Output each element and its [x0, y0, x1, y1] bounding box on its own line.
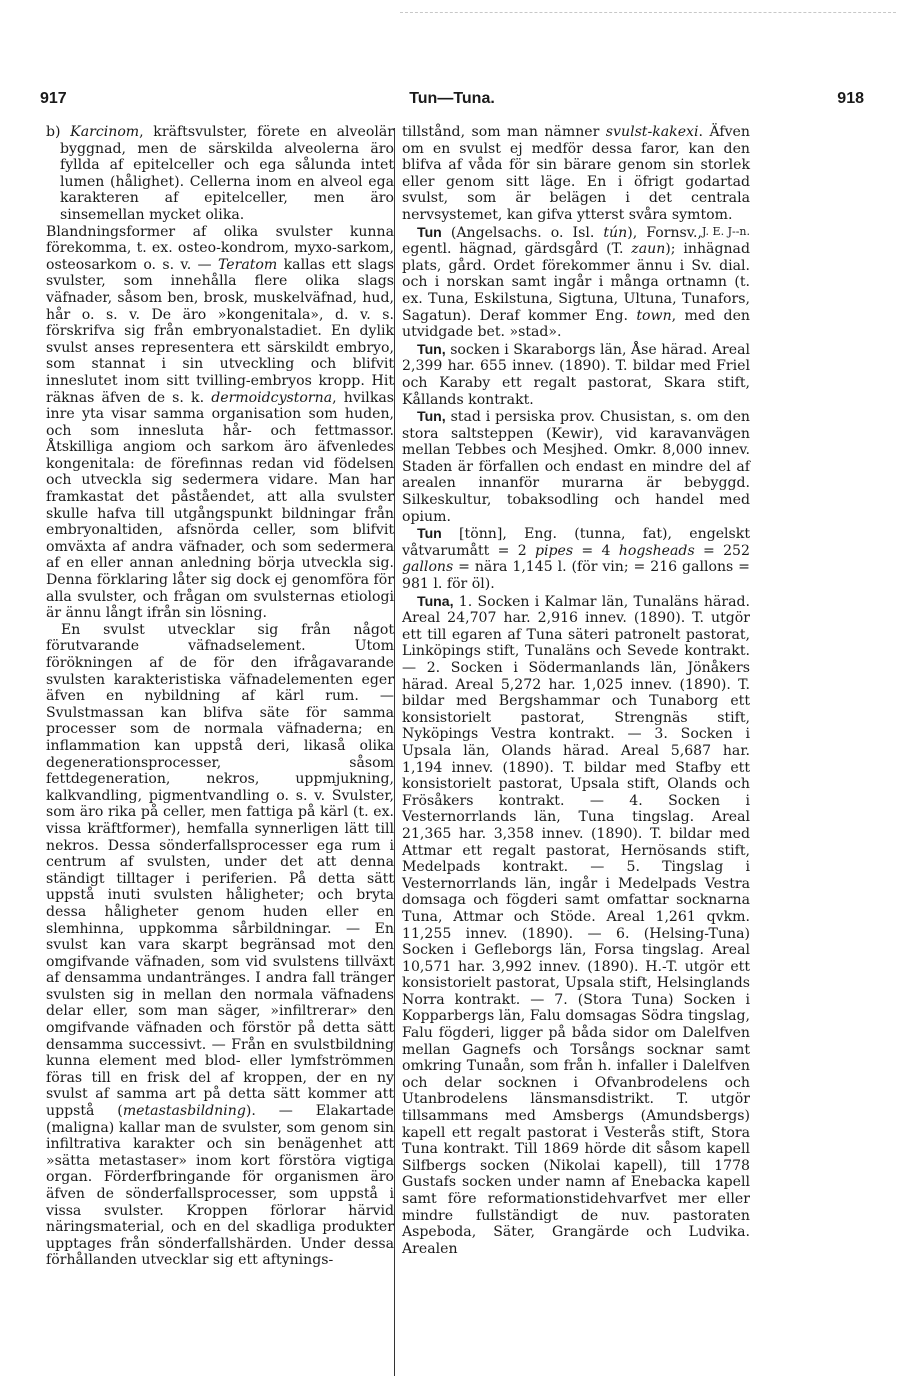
page-number-right: 918 — [837, 90, 864, 107]
right-column — [402, 124, 750, 1257]
entry-tun-stad: Tun, stad i persiska prov. Chusistan, s. om den stora saltsteppen (Kewir), vid karavanvägen mellan Tebbes och Mesjhed. Omkr. 8,000 innev. Staden är förfallen och endast en mindre del af arealen innanför murarna är bebyggd. Silkeskultur, tobaksodling och handel med opium. — [402, 408, 750, 525]
entry-tun-word: Tun (Angelsachs. o. Isl. tún), Fornsv., egentl. hägnad, gärdsgård (T. zaun); inhägnad plats, gård. Ordet förekommer ännu i Sv. dial. och i norskan samt ingår i många ortnamn (t. ex. Tuna, Eskilstuna, Sigtuna, Ultuna, Tunafors, Sagatun). Deraf kommer Eng. town, med den utvidgade bet. »stad». — [402, 223, 750, 341]
paragraph-karcinom: b) Karcinom, kräftsvulster, förete en alveolär byggnad, men de särskilda alveolerna äro fyllda af epitelceller och ega sålunda intet lumen (hålighet). Cellerna inom en alveol ega karakteren af epitelceller, men äro sinsemellan mycket olika. — [46, 124, 394, 223]
headword: Tun — [417, 525, 442, 542]
top-scan-rule — [400, 12, 896, 13]
column-divider — [394, 128, 395, 1376]
headword: Tun, — [417, 408, 446, 425]
headword: Tun — [417, 223, 442, 240]
paragraph-svulst-utveckling: En svulst utvecklar sig från något förutvarande väfnadselement. Utom förökningen af de för den ifrågavarande svulsten karakteristiska väfnadelementen eger äfven en nybildning af kärl rum. — Svulstmassan kan blifva säte för samma processer som de normala väfnaderna; en inflammation kan uppstå deri, likaså olika degenerationsprocesser, såsom fettdegeneration, nekros, uppmjukning, kalkvandling, pigmentvandling o. s. v. Svulster, som äro rika på celler, men fattiga på kärl (t. ex. vissa kräftformer), hemfalla synnerligen lätt till nekros. Dessa sönderfallsprocesser ega rum i centrum af svulsten, under det att denna ständigt tilltager i periferien. På detta sätt uppstå inuti svulsten håligheter; och bryta dessa håligheter genom huden eller en slemhinna, uppkomma sårbildningar. — En svulst kan vara skarpt begränsad mot den omgifvande väfnaden, som vid svulstens tillväxt af densamma undantränges. I andra fall tränger svulsten sig in mellan den normala väfnadens delar eller, som man säger, »infiltrerar» den omgifvande väfnaden och förstör på detta sätt densamma successivt. — Från en svulstbildning kunna element med blod- eller lymfströmmen föras till en frisk del af kroppen, der en ny svulst af samma art på detta sätt kommer att uppstå (metastasbildning). — Elakartade (maligna) kallar man de svulster, som genom sin infiltrativa karakter och sin benägenhet att »sätta metastaser» inom kort förstöra vigtiga organ. Förderfbringande för organismen äro äfven de sönderfallsprocesser, som uppstå i vissa svulster. Kroppen förlorar härvid näringsmaterial, och en del skadliga produkter upptages från sönderfallshärden. Under dessa förhållanden utvecklar sig ett aftynings- — [46, 621, 395, 1269]
paragraph-blandningsformer: Blandningsformer af olika svulster kunna förekomma, t. ex. osteo-kondrom, myxo-sarkom, osteosarkom o. s. v. — Teratom kallas ett slags svulster, som innehålla flere olika slags väfnader, såsom ben, brosk, muskelväfnad, hud, hår o. s. v. De äro »kongenitala», d. v. s. förskrifva sig från embryonalstadiet. En dylik svulst anses representera ett särskildt embryo, som stannat i sin utveckling och blifvit inneslutet inom sitt tvilling-embryos kropp. Hit räknas äfven de s. k. dermoidcystorna, hvilkas inre yta visar samma organisation som huden, och som inneslutа hår- och fettmassor. Åtskilliga angiom och sarkom äro äfvenledes kongenitala: de förefinnas redan vid födelsen och utveckla sig sedermera vidare. Man har framkastat det påståendet, att alla svulster skulle hafva till utgångspunkt bildningar från embryonaltiden, afsnörda celler, som blifvit omväxta af andra väfnader, och som sedermera af en eller annan anledning börja utveckla sig. Denna förklaring låter sig dock ej genomföra för alla svulster, och frågan om svulsternas etiologi är ännu långt ifrån sin lösning. — [46, 223, 394, 622]
entry-tun-socken: Tun, socken i Skaraborgs län, Åse härad. Areal 2,399 har. 655 innev. (1890). T. bildar med Friel och Karaby ett regalt pastorat, Skara stift, Kållands kontrakt. — [402, 340, 750, 408]
author-signature: J. E. J--n. — [702, 224, 750, 238]
paragraph-continuation: tillstånd, som man nämner svulst-kakexi. Äfven om en svulst ej medför dessa faror, kan den blifva af våda för sin bärare genom sin storlek eller genom sitt läge. En i öfrigt godartad svulst, som är belägen i det centrala nervsystemet, kan gifva ytterst svåra symtom. J. E. J--n. — [402, 124, 750, 224]
left-column — [46, 124, 394, 1269]
page-number-left: 917 — [40, 90, 67, 107]
entry-tun-matt: Tun [tönn], Eng. (tunna, fat), engelskt våtvarumått = 2 pipes = 4 hogsheads = 252 gallons = nära 1,145 l. (för vin; = 216 gallons = 981 l. för öl). — [402, 525, 750, 593]
page-header — [40, 90, 864, 114]
running-title: Tun—Tuna. — [409, 90, 495, 107]
headword: Tuna, — [417, 592, 454, 609]
headword: Tun, — [417, 340, 446, 357]
entry-tuna: Tuna, 1. Socken i Kalmar län, Tunaläns härad. Areal 24,707 har. 2,916 innev. (1890). T. utgör ett till egaren af Tuna säteri patronelt pastorat, Linköpings stift, Tunaläns och Sevede kontrakt. — 2. Socken i Södermanlands län, Jönåkers härad. Areal 5,272 har. 1,025 innev. (1890). T. bildar med Bergshammar och Tunaborg ett konsistorielt pastorat, Strengnäs stift, Nyköpings Vestra kontrakt. — 3. Socken i Upsala län, Olands härad. Areal 5,687 har. 1,194 innev. (1890). T. bildar med Stafby ett konsistorielt pastorat, Upsala stift, Olands och Frösåkers kontrakt. — 4. Socken i Vesternorrlands län, Tuna tingslag. Areal 21,365 har. 3,358 innev. (1890). T. bildar med Attmar ett regalt pastorat, Hernösands stift, Medelpads kontrakt. — 5. Tingslag i Vesternorrlands län, ingår i Medelpads Vestra domsaga och fögderi samt omfattar socknarna Tuna, Attmar och Stöde. Areal 1,261 qvkm. 11,255 innev. (1890). — 6. (Helsing-Tuna) Socken i Gefleborgs län, Forsa tingslag. Areal 10,571 har. 3,992 innev. (1890). H.-T. utgör ett konsistorielt pastorat, Upsala stift, Helsinglands Norra kontrakt. — 7. (Stora Tuna) Socken i Kopparbergs län, Falu domsagas Södra tingslag, Falu fögderi, ligger på båda sidor om Dalelfven mellan Gagnefs och Torsångs socknar samt omkring Tunaån, som från h. infaller i Dalelfven och delar socknen i Ofvanbrodelens och Utanbrodelens länsmansdistrikt. T. utgör tillsammans med Amsbergs (Amundsbergs) kapell ett regalt pastorat i Vesterås stift, Stora Tuna kontrakt. Till 1869 hörde dit såsom kapell Silfbergs socken (Nikolai kapell), till 1778 Gustafs socken under namn af Enebacka kapell samt före reformationstidehvarfvet mer eller mindre fullständigt de nuv. pastoraten Aspeboda, Säter, Grangärde och Ludvika. Arealen — [402, 592, 750, 1257]
